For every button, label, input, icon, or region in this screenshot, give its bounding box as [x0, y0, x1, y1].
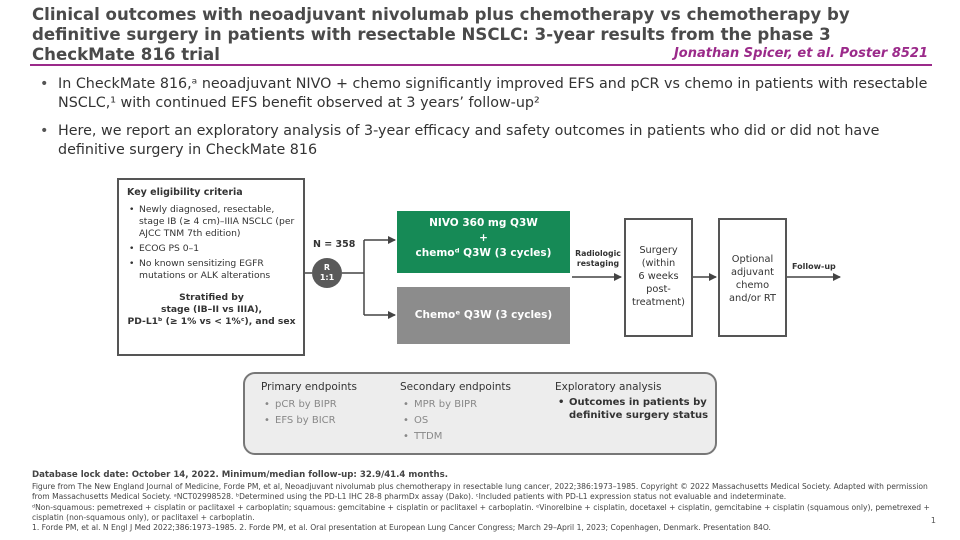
nivo-arm-plus: + [479, 232, 488, 244]
primary-endpoints-title: Primary endpoints [261, 381, 357, 393]
adjuvant-line: adjuvant [730, 267, 774, 278]
bullet-item: • Here, we report an exploratory analysis of 3-year efficacy and safety outcomes in patients who did or did not have definitive surgery in CheckMate 816 [40, 122, 930, 160]
randomization-node [312, 258, 342, 288]
adjuvant-line: and/or RT [729, 293, 776, 304]
database-lock-note: Database lock date: October 14, 2022. Minimum/median follow-up: 32.9/41.4 months. [32, 470, 448, 480]
endpoint-item: • pCR by BIPR [261, 397, 357, 413]
endpoint-item: • EFS by BICR [261, 413, 357, 429]
endpoint-item: • MPR by BIPR [400, 397, 511, 413]
sample-size-label: N = 358 [313, 239, 356, 250]
surgery-line: 6 weeks [638, 271, 679, 282]
strat-line: Stratified by [179, 292, 244, 303]
adjuvant-line: Optional [731, 254, 774, 265]
endpoint-item: • OS [400, 413, 511, 429]
regimen-footnote: ᵈNon-squamous: pemetrexed + cisplatin or paclitaxel + carboplatin; squamous: gemcitabine + cisplatin or paclitaxel + carboplatin. ᵉVinorelbine + cisplatin, docetaxel + cisplatin, gemcitabine + cisplatin (squamous only), pemetrexed + cisplatin (non-squamous only), or paclitaxel + carboplatin. [32, 502, 930, 522]
eligibility-item: • No known sensitizing EGFR mutations or ALK alterations [127, 258, 296, 282]
surgery-box [624, 218, 693, 337]
secondary-endpoints-title: Secondary endpoints [400, 381, 511, 393]
adjuvant-box [718, 218, 787, 337]
surgery-line: (within [641, 258, 676, 269]
randomization-ratio: 1:1 [319, 273, 335, 282]
adjuvant-line: chemo [735, 280, 770, 291]
endpoint-item: • Outcomes in patients by definitive surgery status [555, 397, 715, 422]
eligibility-item: • Newly diagnosed, resectable, stage IB (≥ 4 cm)–IIIA NSCLC (per AJCC TNM 7th edition) [127, 204, 296, 240]
endpoint-item: • TTDM [400, 429, 511, 445]
exploratory-analysis [555, 381, 715, 422]
secondary-endpoints [400, 381, 511, 445]
eligibility-box [117, 178, 305, 356]
followup-label: Follow-up [792, 262, 836, 271]
nivo-arm-line: chemoᵈ Q3W (3 cycles) [415, 247, 552, 259]
nivo-arm-line: NIVO 360 mg Q3W [429, 217, 538, 229]
page-number: 1 [930, 516, 936, 525]
stratification-text [127, 292, 296, 328]
eligibility-item: • ECOG PS 0–1 [127, 243, 296, 255]
strat-line: PD-L1ᵇ (≥ 1% vs < 1%ᶜ), and sex [127, 316, 296, 327]
chemo-arm: Chemoᵉ Q3W (3 cycles) [397, 287, 570, 344]
randomization-r: R [323, 263, 331, 272]
endpoints-panel [243, 372, 717, 455]
bullet-item: • In CheckMate 816,ᵃ neoadjuvant NIVO + chemo significantly improved EFS and pCR vs chemo in patients with resectable NSCLC,¹ with continued EFS benefit observed at 3 years’ follow-up² [40, 75, 930, 113]
figure-citation: Figure from The New England Journal of Medicine, Forde PM, et al, Neoadjuvant nivolumab plus chemotherapy in resectable lung cancer, 2022;386:1973–1985. Copyright © 2022 Massachusetts Medical Society. Adapted with permission from Massachusetts Medical Society. ᵃNCT02998528. ᵇDetermined using the PD-L1 IHC 28-8 pharmDx assay (Dako). ᶜIncluded patients with PD-L1 expression status not evaluable and indeterminate. [32, 482, 928, 502]
nivo-chemo-arm [397, 211, 570, 273]
surgery-line: treatment) [632, 297, 685, 308]
references: 1. Forde PM, et al. N Engl J Med 2022;386:1973–1985. 2. Forde PM, et al. Oral presentation at European Lung Cancer Congress; March 29–April 1, 2023; Copenhagen, Denmark. Presentation 84O. [32, 523, 771, 533]
footnotes [32, 470, 932, 533]
page-title: Clinical outcomes with neoadjuvant nivolumab plus chemotherapy vs chemotherapy by definitive surgery in patients with resectable NSCLC: 3-year results from the phase 3 CheckMate 816 trial [32, 5, 850, 64]
primary-endpoints [261, 381, 357, 429]
eligibility-title: Key eligibility criteria [127, 187, 243, 198]
surgery-line: post- [646, 284, 671, 295]
strat-line: stage (IB–II vs IIIA), [160, 304, 263, 315]
exploratory-title: Exploratory analysis [555, 381, 662, 393]
radiologic-restaging-label: Radiologic restaging [575, 249, 621, 268]
surgery-line: Surgery [639, 245, 678, 256]
author-citation: Jonathan Spicer, et al. Poster 8521 [673, 46, 928, 61]
